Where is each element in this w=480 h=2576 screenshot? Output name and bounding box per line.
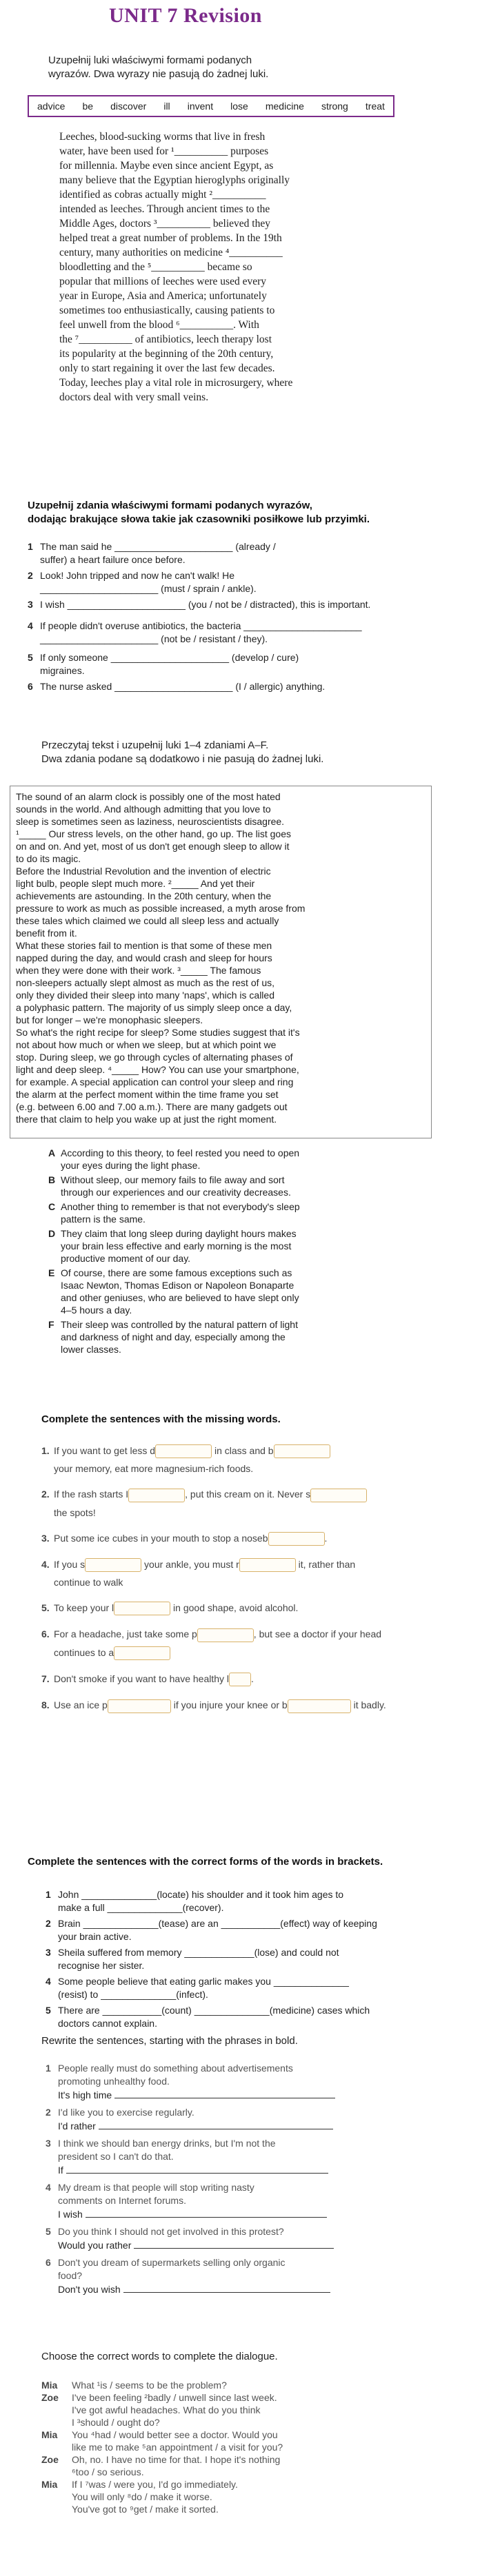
item-line: comments on Internet forums.	[58, 2195, 186, 2206]
option-line: and darkness of night and day, especially among the	[61, 1331, 286, 1342]
item-text: .	[251, 1673, 254, 1685]
item-number: 4	[28, 620, 33, 631]
text-line: stop. During sleep, we go through cycles of alternating phases of	[16, 1052, 293, 1063]
item-text: Use an ice p	[54, 1699, 108, 1711]
option-line: lower classes.	[61, 1344, 121, 1355]
item-number: 3	[46, 2138, 51, 2149]
item-line: food?	[58, 2270, 83, 2281]
text-line: So what's the right recipe for sleep? Some studies suggest that it's	[16, 1027, 300, 1038]
item-line: (resist) to ______________(infect).	[58, 1989, 208, 2000]
list-item	[41, 1699, 469, 1713]
item-line: I'd like you to exercise regularly.	[58, 2107, 194, 2118]
text-line: not about how much or when we sleep, but at which point we	[16, 1039, 277, 1050]
text-line: The sound of an alarm clock is possibly one of the most hated	[16, 791, 281, 802]
item-number: 6.	[41, 1628, 50, 1640]
dialogue-line	[41, 2491, 455, 2503]
text-line: a polyphasic pattern. The majority of us simply sleep once a day,	[16, 1002, 292, 1013]
dialogue-line	[41, 2416, 455, 2429]
dialogue-line	[41, 2379, 455, 2391]
item-number: 4	[46, 2182, 51, 2193]
start-phrase: Would you rather	[58, 2240, 132, 2251]
ex1-instruction	[48, 54, 268, 81]
text-line: non-sleepers actually slept almost as much as the rest of us,	[16, 977, 275, 988]
option-letter: F	[48, 1319, 54, 1330]
option-item	[48, 1174, 434, 1198]
answer-line[interactable]	[86, 2207, 327, 2218]
list-item	[46, 2106, 459, 2133]
list-item	[41, 1673, 469, 1686]
item-number: 2.	[41, 1489, 50, 1500]
item-text: Don't smoke if you want to have healthy l	[54, 1673, 230, 1685]
list-item	[28, 540, 455, 566]
word-item: advice	[37, 101, 66, 112]
item-line: recognise her sister.	[58, 1960, 145, 1971]
text-line: achievements are astounding. In the 20th century, when the	[16, 890, 272, 901]
item-number: 7.	[41, 1673, 50, 1685]
ex3-instruction-line: Dwa zdania podane są dodatkowo i nie pasują do żadnej luki.	[41, 753, 324, 765]
text-line: identified as cobras actually might ²__________	[59, 189, 266, 201]
option-letter: E	[48, 1267, 55, 1278]
text-line: Before the Industrial Revolution and the invention of electric	[16, 866, 271, 877]
ex3-instruction	[41, 739, 323, 766]
item-number: 1.	[41, 1445, 50, 1456]
item-text: it badly.	[350, 1699, 386, 1711]
item-line: doctors cannot explain.	[58, 2018, 157, 2029]
text-line: for millennia. Maybe even since ancient Egypt, as	[59, 160, 274, 172]
item-text: , put this cream on it. Never s	[185, 1489, 311, 1500]
item-line: continues to a	[54, 1646, 114, 1658]
text-line: to do its magic.	[16, 853, 81, 864]
item-number: 3	[28, 599, 33, 610]
item-number: 6	[46, 2257, 51, 2268]
dialogue-line	[41, 2466, 455, 2478]
text-line: the alarm at the perfect moment within the time frame you set	[16, 1089, 279, 1100]
item-line: ______________________ (must / sprain / ankle).	[40, 583, 257, 594]
item-line: The nurse asked ______________________ (I / allergic) anything.	[40, 681, 326, 692]
list-item	[28, 598, 455, 611]
speaker: Mia	[41, 2479, 58, 2490]
start-phrase: I'd rather	[58, 2120, 96, 2132]
option-item	[48, 1318, 434, 1356]
item-line: Don't you dream of supermarkets selling only organic	[58, 2257, 286, 2268]
word-item: be	[82, 101, 94, 112]
dialogue	[41, 2379, 455, 2515]
word-item: discover	[110, 101, 147, 112]
ex5-title: Complete the sentences with the correct forms of the words in brackets.	[28, 1856, 383, 1868]
dialogue-text: like me to make ⁵an appointment / a visit for you?	[72, 2442, 283, 2453]
option-letter: C	[48, 1201, 56, 1212]
item-line: promoting unhealthy food.	[58, 2076, 170, 2087]
text-line: many believe that the Egyptian hieroglyphs originally	[59, 174, 290, 186]
item-line: suffer) a heart failure once before.	[40, 554, 186, 565]
text-line: benefit from it.	[16, 928, 77, 939]
word-item: medicine	[265, 101, 304, 112]
option-line: They claim that long sleep during daylight hours makes	[61, 1228, 297, 1239]
item-number: 4	[46, 1976, 51, 1987]
dialogue-line	[41, 2441, 455, 2453]
list-item	[28, 569, 455, 595]
list-item	[46, 1975, 459, 2001]
item-text: your ankle, you must r	[141, 1558, 239, 1570]
text-line: light bulb, people slept much more. ²_____ And yet their	[16, 878, 255, 889]
text-line: when they were done with their work. ³_____ The famous	[16, 965, 261, 976]
text-line: sometimes too enthusiastically, causing patients to	[59, 305, 275, 316]
ex1-text	[59, 130, 383, 405]
item-number: 1	[28, 541, 33, 552]
text-line: water, have been used for ¹__________ purposes	[59, 145, 269, 157]
text-line: the ⁷__________ of antibiotics, leech therapy lost	[59, 334, 272, 345]
text-line: there that claim to help you wake up at just the right moment.	[16, 1114, 277, 1125]
list-item	[41, 1602, 469, 1615]
speaker: Mia	[41, 2380, 58, 2391]
item-text: in good shape, avoid alcohol.	[170, 1602, 299, 1614]
answer-input[interactable]	[274, 1444, 330, 1458]
ex2-title	[28, 499, 370, 527]
option-item	[48, 1267, 434, 1316]
item-number: 8.	[41, 1699, 50, 1711]
option-line: Their sleep was controlled by the natural pattern of light	[61, 1319, 298, 1330]
item-line: your memory, eat more magnesium-rich foods.	[54, 1463, 254, 1475]
list-item	[46, 1917, 459, 1943]
item-line: make a full ______________(recover).	[58, 1902, 224, 1913]
text-line: but for longer – we're monophasic sleepers.	[16, 1014, 203, 1025]
item-number: 6	[28, 681, 33, 692]
item-text: it, rather than	[295, 1558, 356, 1570]
dialogue-text: You've got to ⁹get / make it sorted.	[72, 2504, 219, 2515]
item-line: migraines.	[40, 665, 85, 676]
reading-text-box	[10, 786, 432, 1138]
dialogue-text: I ³should / ought do?	[72, 2417, 160, 2428]
text-line: napped during the day, and would crash and sleep for hours	[16, 952, 272, 963]
item-line: the spots!	[54, 1506, 96, 1518]
answer-input[interactable]	[197, 1628, 254, 1642]
option-item	[48, 1147, 434, 1172]
item-number: 2	[46, 1918, 51, 1929]
item-line: If only someone ______________________ (develop / cure)	[40, 652, 299, 663]
word-box	[28, 95, 394, 117]
text-line: for example. A special application can control your sleep and ring	[16, 1076, 294, 1087]
dialogue-line	[41, 2391, 455, 2404]
answer-input[interactable]	[155, 1444, 212, 1458]
option-line: Another thing to remember is that not everybody's sleep	[61, 1201, 300, 1212]
dialogue-text: ⁶too / so serious.	[72, 2466, 144, 2477]
item-line: John ______________(locate) his shoulder and it took him ages to	[58, 1889, 344, 1900]
text-line: popular that millions of leeches were used every	[59, 276, 266, 287]
speaker: Zoe	[41, 2392, 59, 2403]
text-line: only they divided their sleep into many 'naps', which is called	[16, 990, 274, 1001]
option-line: your brain less effective and early morning is the most	[61, 1240, 292, 1251]
item-number: 4.	[41, 1558, 50, 1570]
option-line: through our experiences and our creativity decreases.	[61, 1187, 291, 1198]
word-item: strong	[321, 101, 348, 112]
item-number: 3.	[41, 1532, 50, 1544]
option-line: Without sleep, our memory fails to file away and sort	[61, 1174, 285, 1185]
item-line: My dream is that people will stop writing nasty	[58, 2182, 254, 2193]
item-number: 5.	[41, 1602, 50, 1614]
text-line: sounds in the world. And although admitting that you love to	[16, 804, 271, 815]
option-line: and other geniuses, who are believed to have slept only	[61, 1292, 299, 1303]
ex3-options	[48, 1147, 434, 1356]
dialogue-text: What ¹is / seems to be the problem?	[72, 2380, 227, 2391]
item-line: There are ___________(count) ______________(medicine) cases which	[58, 2005, 370, 2016]
start-phrase: Don't you wish	[58, 2284, 121, 2295]
list-item	[41, 1488, 469, 1519]
item-number: 2	[28, 570, 33, 581]
start-phrase: I wish	[58, 2209, 83, 2220]
item-line: If people didn't overuse antibiotics, the bacteria ______________________	[40, 620, 362, 631]
word-item: lose	[230, 101, 248, 112]
ex2-title-line: Uzupełnij zdania właściwymi formami podanych wyrazów,	[28, 500, 312, 511]
speaker: Mia	[41, 2429, 58, 2440]
item-line: I wish ______________________ (you / not be / distracted), this is important.	[40, 599, 371, 610]
list-item	[28, 620, 455, 646]
item-number: 5	[46, 2226, 51, 2237]
item-number: 1	[46, 1889, 51, 1900]
item-line: Look! John tripped and now he can't walk! He	[40, 570, 235, 581]
text-line: its popularity at the beginning of the 20th century,	[59, 348, 274, 360]
list-item	[46, 2225, 459, 2252]
item-line: I think we should ban energy drinks, but I'm not the	[58, 2138, 276, 2149]
item-line: Do you think I should not get involved in this protest?	[58, 2226, 284, 2237]
item-line: The man said he ______________________ (already /	[40, 541, 276, 552]
item-line: Brain ______________(tease) are an ___________(effect) way of keeping	[58, 1918, 377, 1929]
start-phrase: It's high time	[58, 2089, 112, 2100]
list-item	[46, 2256, 459, 2296]
answer-input[interactable]	[268, 1532, 325, 1546]
ex1-instruction-line: Uzupełnij luki właściwymi formami podanych	[48, 54, 252, 66]
item-text: For a headache, just take some p	[54, 1628, 197, 1640]
text-line: Today, leeches play a vital role in microsurgery, where	[59, 377, 293, 389]
item-text: If the rash starts I	[54, 1489, 129, 1500]
item-line: Sheila suffered from memory _____________(lose) and could not	[58, 1947, 339, 1958]
list-item	[46, 2062, 459, 2102]
text-line: ¹_____ Our stress levels, on the other hand, go up. The list goes	[16, 828, 291, 839]
item-line: ______________________ (not be / resistant / they).	[40, 633, 268, 644]
item-text: If you s	[54, 1558, 86, 1570]
item-number: 5	[46, 2005, 51, 2016]
text-line: intended as leeches. Through ancient times to the	[59, 203, 270, 215]
item-text: in class and b	[212, 1445, 274, 1456]
answer-line[interactable]	[134, 2238, 334, 2249]
item-line: continue to walk	[54, 1577, 123, 1588]
option-item	[48, 1200, 434, 1225]
ex2-title-line: dodając brakujące słowa takie jak czasowniki posiłkowe lub przyimki.	[28, 513, 370, 525]
dialogue-text: I've got awful headaches. What do you think	[72, 2404, 261, 2415]
ex6-title: Rewrite the sentences, starting with the phrases in bold.	[41, 2035, 298, 2047]
answer-line[interactable]	[114, 2088, 335, 2098]
option-line: 4–5 hours a day.	[61, 1305, 132, 1316]
answer-input[interactable]	[85, 1558, 141, 1572]
answer-line[interactable]	[123, 2282, 330, 2293]
text-line: Leeches, blood-sucking worms that live in fresh	[59, 131, 266, 143]
ex4-list	[41, 1444, 469, 1713]
answer-input[interactable]	[288, 1699, 351, 1713]
dialogue-text: You will only ⁸do / make it worse.	[72, 2491, 212, 2502]
list-item	[46, 1888, 459, 1914]
text-line: sleep is sometimes seen as laziness, neuroscientists disagree.	[16, 816, 285, 827]
item-text: if you injure your knee or b	[170, 1699, 288, 1711]
dialogue-text: If I ⁷was / were you, I'd go immediately.	[72, 2479, 238, 2490]
item-number: 5	[28, 652, 33, 663]
option-line: According to this theory, to feel rested you need to open	[61, 1147, 300, 1158]
ex1-instruction-line: wyrazów. Dwa wyrazy nie pasują do żadnej luki.	[48, 68, 269, 80]
option-line: pattern is the same.	[61, 1214, 146, 1225]
speaker: Zoe	[41, 2454, 59, 2465]
item-number: 2	[46, 2107, 51, 2118]
answer-line[interactable]	[99, 2119, 333, 2129]
option-letter: B	[48, 1174, 56, 1185]
dialogue-line	[41, 2453, 455, 2466]
text-line: pressure to work as much as possible increased, a myth arose from	[16, 903, 306, 914]
list-item	[46, 2004, 459, 2030]
list-item	[28, 680, 455, 693]
dialogue-line	[41, 2429, 455, 2441]
option-line: your eyes during the light phase.	[61, 1160, 201, 1171]
dialogue-text: I've been feeling ²badly / unwell since last week.	[72, 2392, 277, 2403]
word-item: invent	[187, 101, 214, 112]
answer-input[interactable]	[114, 1602, 170, 1615]
list-item	[46, 2137, 459, 2177]
answer-input[interactable]	[128, 1489, 185, 1502]
answer-input[interactable]	[108, 1699, 171, 1713]
text-line: doctors deal with very small veins.	[59, 391, 209, 403]
text-line: century, many authorities on medicine ⁴__________	[59, 247, 283, 258]
item-text: To keep your l	[54, 1602, 114, 1614]
page-title: UNIT 7 Revision	[109, 4, 262, 27]
list-item	[41, 1532, 469, 1546]
item-line: your brain active.	[58, 1931, 132, 1942]
text-line: Middle Ages, doctors ³__________ believed they	[59, 218, 270, 229]
text-line: year in Europe, Asia and America; unfortunately	[59, 290, 267, 302]
text-line: What these stories fail to mention is that some of these men	[16, 940, 272, 951]
ex3-instruction-line: Przeczytaj tekst i uzupełnij luki 1–4 zdaniami A–F.	[41, 739, 269, 751]
option-line: productive moment of our day.	[61, 1253, 191, 1264]
text-line: light and deep sleep. ⁴_____ How? You can use your smartphone,	[16, 1064, 299, 1075]
item-text: Put some ice cubes in your mouth to stop a nosеb	[54, 1532, 268, 1544]
text-line: only to start regaining it over the last few decades.	[59, 362, 275, 374]
ex5-list	[46, 1888, 459, 2030]
list-item	[46, 2181, 459, 2221]
answer-input[interactable]	[310, 1489, 367, 1502]
dialogue-line	[41, 2404, 455, 2416]
list-item	[41, 1558, 469, 1589]
item-line: People really must do something about advertisements	[58, 2063, 293, 2074]
item-line: Some people believe that eating garlic makes you ______________	[58, 1976, 349, 1987]
list-item	[41, 1628, 469, 1660]
item-text: .	[324, 1532, 328, 1544]
item-text: , but see a doctor if your head	[253, 1628, 382, 1640]
item-number: 3	[46, 1947, 51, 1958]
start-phrase: If	[58, 2165, 63, 2176]
list-item	[46, 1946, 459, 1972]
item-number: 1	[46, 2063, 51, 2074]
answer-line[interactable]	[66, 2163, 328, 2174]
ex6-list	[46, 2062, 459, 2296]
dialogue-line	[41, 2478, 455, 2491]
ex4-title: Complete the sentences with the missing words.	[41, 1413, 281, 1425]
dialogue-text: Oh, no. I have no time for that. I hope it's nothing	[72, 2454, 281, 2465]
text-line: helped treat a great number of problems. In the 19th	[59, 232, 282, 244]
word-item: ill	[163, 101, 170, 112]
ex2-list	[28, 540, 455, 693]
text-line: on and on. And yet, most of us don't get enough sleep to allow it	[16, 841, 290, 852]
answer-input[interactable]	[229, 1673, 251, 1686]
text-line: feel unwell from the blood ⁶__________. With	[59, 319, 259, 331]
text-line: these tales which claimed we could all sleep less and actually	[16, 915, 279, 926]
option-item	[48, 1227, 434, 1265]
option-letter: A	[48, 1147, 56, 1158]
answer-input[interactable]	[114, 1646, 170, 1660]
ex7-title: Choose the correct words to complete the dialogue.	[41, 2351, 278, 2362]
text-line: bloodletting and the ⁵__________ became so	[59, 261, 252, 273]
dialogue-line	[41, 2503, 455, 2515]
word-item: treat	[365, 101, 385, 112]
dialogue-text: You ⁴had / would better see a doctor. Would you	[72, 2429, 278, 2440]
answer-input[interactable]	[239, 1558, 296, 1572]
item-line: president so I can't do that.	[58, 2151, 174, 2162]
text-line: (e.g. between 6.00 and 7.00 a.m.). There are many gadgets out	[16, 1101, 288, 1112]
list-item	[28, 651, 455, 677]
option-letter: D	[48, 1228, 56, 1239]
option-line: Isaac Newton, Thomas Edison or Napoleon Bonaparte	[61, 1280, 294, 1291]
item-text: If you want to get less d	[54, 1445, 156, 1456]
option-line: Of course, there are some famous exceptions such as	[61, 1267, 292, 1278]
list-item	[41, 1444, 469, 1475]
